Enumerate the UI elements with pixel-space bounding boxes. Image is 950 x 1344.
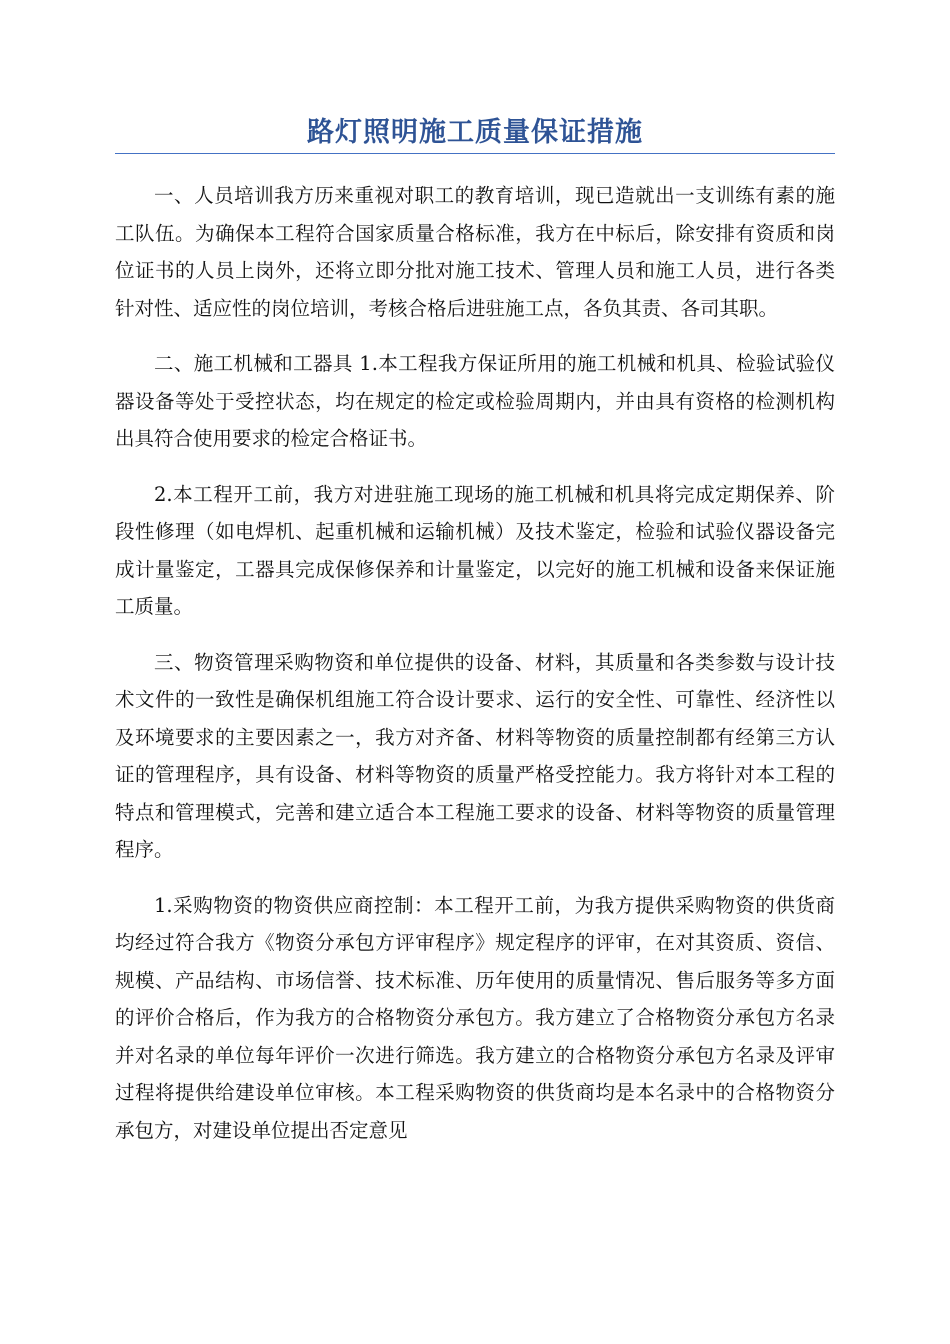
- paragraph-machinery-2: 2.本工程开工前，我方对进驻施工现场的施工机械和机具将完成定期保养、阶段性修理（如电焊机、起重机械和运输机械）及技术鉴定，检验和试验仪器设备完成计量鉴定，工器具完成保修保养和计量鉴定，以完好的施工机械和设备来保证施工质量。: [115, 482, 835, 618]
- paragraph-machinery-1: 二、施工机械和工器具 1.本工程我方保证所用的施工机械和机具、检验试验仪器设备等处于受控状态，均在规定的检定或检验周期内，并由具有资格的检测机构出具符合使用要求的检定合格证书。: [115, 352, 835, 450]
- paragraph-personnel-training: 一、人员培训我方历来重视对职工的教育培训，现已造就出一支训练有素的施工队伍。为确保本工程符合国家质量合格标准，我方在中标后，除安排有资质和岗位证书的人员上岗外，还将立即分批对施工技术、管理人员和施工人员，进行各类针对性、适应性的岗位培训，考核合格后进驻施工点，各负其责、各司其职。: [115, 184, 835, 320]
- document-body: [115, 177, 835, 1167]
- paragraph-supplier-control: 1.采购物资的物资供应商控制：本工程开工前，为我方提供采购物资的供货商均经过符合我方《物资分承包方评审程序》规定程序的评审，在对其资质、资信、规模、产品结构、市场信誉、技术标准、历年使用的质量情况、售后服务等多方面的评价合格后，作为我方的合格物资分承包方。我方建立了合格物资分承包方名录并对名录的单位每年评价一次进行筛选。我方建立的合格物资分承包方名录及评审过程将提供给建设单位审核。本工程采购物资的供货商均是本名录中的合格物资分承包方，对建设单位提出否定意见: [115, 893, 835, 1142]
- title-underline: [115, 153, 835, 154]
- document-title: 路灯照明施工质量保证措施: [307, 117, 643, 148]
- paragraph-materials-management: 三、物资管理采购物资和单位提供的设备、材料，其质量和各类参数与设计技术文件的一致性是确保机组施工符合设计要求、运行的安全性、可靠性、经济性以及环境要求的主要因素之一，我方对齐备、材料等物资的质量控制都有经第三方认证的管理程序，具有设备、材料等物资的质量严格受控能力。我方将针对本工程的特点和管理模式，完善和建立适合本工程施工要求的设备、材料等物资的质量管理程序。: [115, 650, 835, 861]
